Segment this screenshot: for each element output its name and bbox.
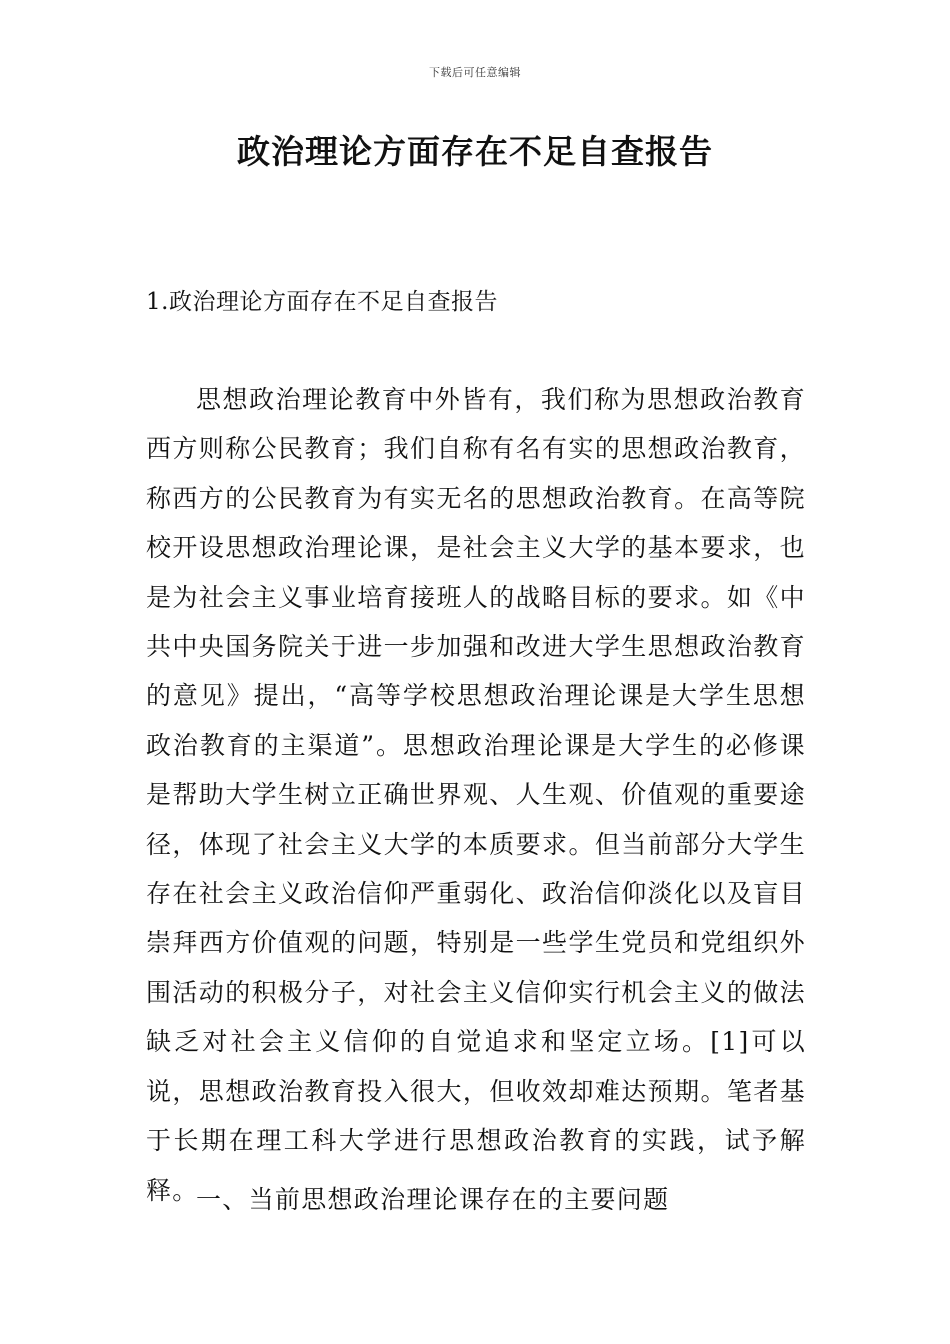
body-paragraph: 思想政治理论教育中外皆有，我们称为思想政治教育西方则称公民教育；我们自称有名有实的思想政治教育，称西方的公民教育为有实无名的思想政治教育。在高等院校开设思想政治理论课，是社会主义大学的基本要求，也是为社会主义事业培育接班人的战略目标的要求。如《中共中央国务院关于进一步加强和改进大学生思想政治教育的意见》提出，“高等学校思想政治理论课是大学生思想政治教育的主渠道”。思想政治理论课是大学生的必修课是帮助大学生树立正确世界观、人生观、价值观的重要途径，体现了社会主义大学的本质要求。但当前部分大学生存在社会主义政治信仰严重弱化、政治信仰淡化以及盲目崇拜西方价值观的问题，特别是一些学生党员和党组织外围活动的积极分子，对社会主义信仰实行机会主义的做法缺乏对社会主义信仰的自觉追求和坚定立场。[1]可以说，思想政治教育投入很大，但收效却难达预期。笔者基于长期在理工科大学进行思想政治教育的实践，试予解释。 <box>146 385 806 1205</box>
subheading: 一、当前思想政治理论课存在的主要问题 <box>196 1185 670 1214</box>
header-note: 下载后可任意编辑 <box>429 66 521 79</box>
section-heading: 1.政治理论方面存在不足自查报告 <box>146 289 498 315</box>
document-title: 政治理论方面存在不足自查报告 <box>237 132 713 171</box>
